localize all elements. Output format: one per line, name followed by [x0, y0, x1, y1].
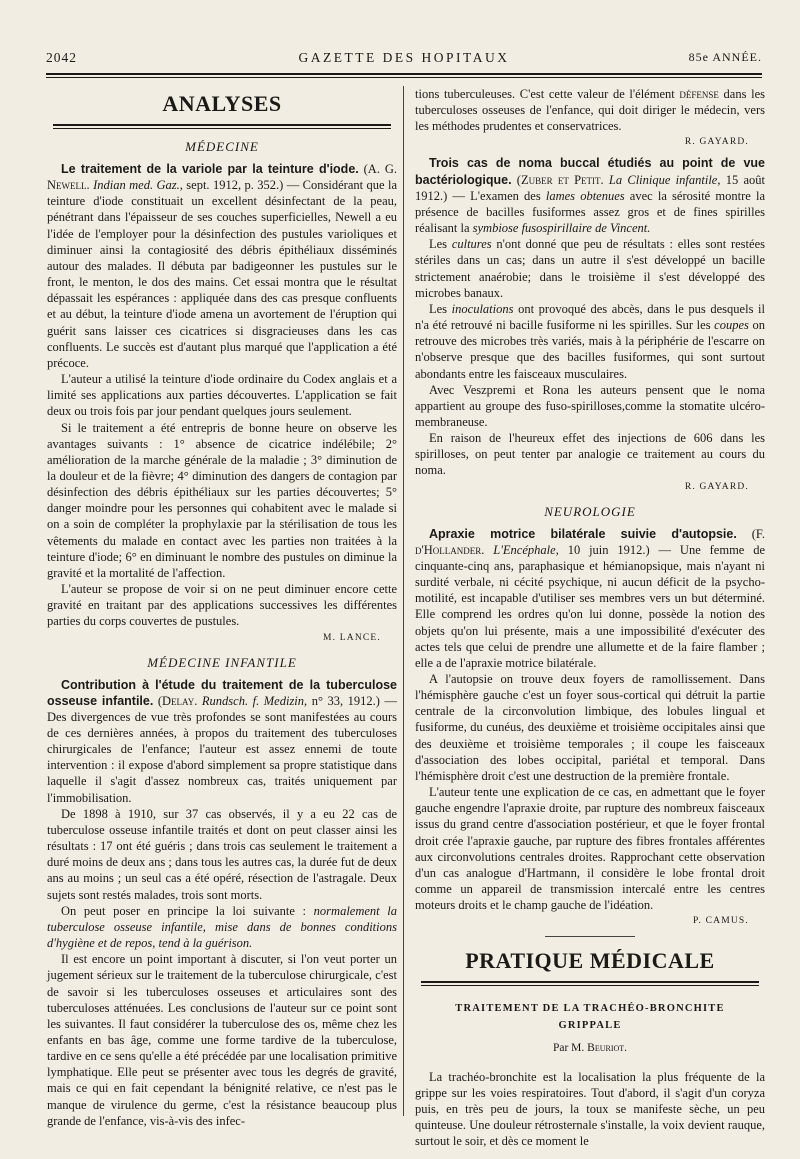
- article-text: avec la sérosité montre la présence de bacilles fusiformes assez gros et de fines spirilles réalisant la: [415, 188, 765, 236]
- article-tuberculose-intro: [47, 677, 397, 806]
- article-title: Apraxie motrice bilatérale suivie d'autopsie.: [429, 526, 737, 541]
- article-noma-intro: [415, 155, 765, 236]
- article-emphasis: coupes: [714, 318, 749, 333]
- byline: [415, 1040, 765, 1056]
- article-emphasis: cultures: [451, 237, 492, 252]
- article-smallcaps: défense: [679, 87, 719, 101]
- section-title-analyses: ANALYSES: [162, 91, 282, 116]
- article-title: Le traitement de la variole par la teinture d'iode.: [61, 162, 359, 176]
- header-rule-thin: [46, 77, 762, 78]
- article-ref: (: [511, 172, 521, 187]
- column-divider: [403, 86, 404, 1116]
- article-ref: [484, 543, 493, 557]
- article-text: ont provoqué des abcès, dans le pus desquels il n'a été retrouvé ni bacille fusiforme ni les spirilles. Sur les: [415, 301, 765, 333]
- title-rule-thin: [421, 985, 759, 986]
- title-rule-thin: [53, 128, 391, 129]
- article-text: , sept. 1912, p. 352.) — Considérant que la teinture d'iode constituait un excellent désinfectant de la peau, pénétrant dans l'épaisseur de ses couches superficielles, Newell a eu l'idée de l'employer pour la désinfection des pustules varioliques et diminuer ainsi la contagiosité des débris épithéliaux disséminés autour des malades. Il débuta par badigeonner les pustules sur le front, le menton, le dos des mains. Cet essai montra que le résultat dépassait les espérances : appliquée dans des cas presque confluents et au début, la teinture d'iode amena un avortement de l'éruption qui guérit sans laisser ces cicatrices si disgracieuses dans les cas confluents. Le succès est d'autant plus marqué que l'application a été précoce.: [47, 178, 397, 370]
- article-paragraph: Il est encore un point important à discuter, si l'on veut porter un jugement sérieux sur le traitement de la tuberculose chirurgicale, c'est de savoir si les tuberculoses osseuses et articulaires sont des tuberculoses atténuées. Les conclusions de l'auteur sur ce point sont les suivantes. Il faut considérer la tuberculose des os, même chez les enfants en bas âge, comme une forme tardive de la tuberculose, tardive en ce sens qu'elle a été précédée par une localisation primitive lymphatique. Elle peut se présenter avec tous les degrés de gravité, mais ce qui en fait cependant la bénignité relative, ce n'est pas le manque de virulence du germe, c'est la résistance beaucoup plus grande de l'enfance, vis-à-vis des infec-: [47, 952, 397, 1128]
- section-separator: [545, 936, 635, 937]
- signature: R. GAYARD.: [684, 137, 749, 148]
- article-paragraph: [47, 903, 397, 951]
- article-author: Zuber et Petit.: [520, 172, 604, 187]
- article-paragraph: Avec Veszpremi et Rona les auteurs pensent que le noma appartient au groupe des fuso-spirilloses,comme la stomatite ulcéro-membraneuse.: [415, 382, 765, 429]
- journal-year: 85e ANNÉE.: [688, 50, 762, 64]
- article-title: Contribution à l'étude du traitement de la tuberculose osseuse infantile.: [47, 677, 397, 708]
- byline-author: Beuriot.: [587, 1042, 628, 1055]
- article-heading-line: GRIPPALE: [558, 1020, 622, 1032]
- page-header: [46, 50, 762, 70]
- article-text: n'ont donné que peu de résultats : elles sont restées stériles dans un cas; dans un autre il s'est développé un bacille strictement anaérobie; dans le troisième il s'est développé des microbes banaux.: [415, 237, 765, 300]
- article-author: Delay.: [162, 693, 198, 708]
- title-rule: [53, 124, 391, 126]
- article-continuation: [415, 86, 765, 134]
- article-journal: Indian med. Gaz.: [93, 178, 180, 193]
- article-text: , 10 juin 1912.) — Une femme de cinquante-cinq ans, paraphasique et hémianopsique, mais n'ayant ni surdité verbale, ni cécité psychique, ni aucun déficit de la psycho-motilité, est incapable d'utiliser ses membres vers un but déterminé. Elle comprend les ordres qu'on lui donne, possède la notion des objets qu'on lui présente, mais a une impossibilité d'exécuter des actes tels que celui de prendre une allumette et de la faire flamber ; elle a de l'apraxie motrice bilatérale.: [415, 542, 766, 670]
- right-column: [415, 86, 765, 1149]
- article-journal: Rundsch. f. Medizin: [201, 693, 305, 708]
- subsection-medecine-infantile: MÉDECINE INFANTILE: [147, 654, 297, 670]
- article-paragraph: A l'autopsie on trouve deux foyers de ramollissement. Dans l'hémisphère gauche c'est un foyer sous-cortical qui détruit la partie centrale de la circonvolution limbique, des lobules lingual et fusiforme, du cunéus, des deuxième et troisième occipitales ainsi que des deuxième et troisième temporales ; il coupe les faisceaux d'association des lobes occipital, pariétal et temporal. Dans l'hémisphère droit c'est une destruction de la première frontale.: [415, 672, 765, 783]
- page-number: 2042: [46, 50, 77, 65]
- article-text: , 15 août 1912.) — L'examen des: [415, 172, 765, 203]
- article-paragraph: La trachéo-bronchite est la localisation la plus fréquente de la grippe sur les voies respiratoires. Tout d'abord, il s'agit d'un coryza puis, en très peu de jours, la toux se manifeste sèche, un peu quinteuse. Une douleur rétrosternale s'installe, la voix devient rauque, surtout le soir, et dès ce moment le: [415, 1069, 765, 1149]
- title-rule: [421, 981, 759, 983]
- article-ref: (: [153, 693, 163, 708]
- article-paragraph: De 1898 à 1910, sur 37 cas observés, il y a eu 22 cas de tuberculose osseuse infantile traités et dont on peut classer ainsi les résultats : 17 ont été guéris ; dans trois cas seulement le traitement a duré moins de deux ans ; dans tous les autres cas, la durée fut de deux ans au moins ; un seul cas a été opéré, résection de l'astragale. Deux sujets sont restés malades, trois sont morts.: [47, 806, 397, 902]
- article-heading: [415, 1000, 765, 1034]
- article-paragraph: En raison de l'heureux effet des injections de 606 dans les spirilloses, on peut tenter par analogie ce traitement au cours du noma.: [415, 431, 765, 478]
- article-text: , n° 33, 1912.) — Des divergences de vue très profondes se sont manifestées au cours de ces dernières années, à propos du traitement des tuberculoses chirurgicales de l'enfance; l'auteur est assez ennemi de toute intervention : il expose d'abord simplement sa propre statistique dans laquelle il s'agit d'assez nombreux cas, traités uniquement par l'immobilisation.: [47, 693, 397, 805]
- article-journal: La Clinique infantile: [608, 172, 718, 187]
- article-paragraph: [415, 236, 765, 301]
- article-heading-line: TRAITEMENT DE LA TRACHÉO-BRONCHITE: [455, 1003, 725, 1015]
- article-emphasis: symbiose fusospirillaire de Vincent.: [472, 221, 651, 236]
- signature: R. GAYARD.: [684, 481, 749, 492]
- section-title-pratique-medicale: PRATIQUE MÉDICALE: [465, 948, 715, 974]
- subsection-medecine: MÉDECINE: [185, 139, 259, 154]
- article-variole-intro: [47, 161, 397, 371]
- journal-title: GAZETTE DES HOPITAUX: [298, 50, 510, 65]
- article-apraxie-intro: [415, 526, 765, 671]
- article-emphasis: normalement la tuberculose osseuse infantile, mise dans de bonnes conditions d'hygiène et de repos, tend à la guérison.: [47, 903, 397, 951]
- signature: P. CAMUS.: [693, 916, 749, 927]
- article-title: Trois cas de noma buccal étudiés au point de vue bactériologique.: [415, 156, 765, 187]
- article-ref: (F.: [736, 526, 765, 541]
- article-text: Les: [429, 301, 452, 316]
- article-paragraph: Si le traitement a été entrepris de bonne heure on observe les avantages suivants : 1° absence de cicatrice indélébile; 2° amélioration de la marche générale de la maladie ; 3° diminution de la douleur et de la fièvre; 4° diminution des dangers de contagion par désinfection des débris épithéliaux sur les parties découvertes; 5° danger moindre pour les personnes qui cohabitent avec le malade si on a soin de compléter la prophylaxie par la stérilisation de tous les vêtements du malade en contact avec les parties non traitées à la teinture d'iode; 6° en diminuant le nombre des pustules on diminue la gravité et la mortalité de l'affection.: [47, 420, 397, 580]
- article-ref: (A. G.: [358, 162, 398, 176]
- article-paragraph: L'auteur se propose de voir si on ne peut diminuer encore cette gravité en traitant par des applications successives les différentes parties du corps couvertes de pustules.: [47, 582, 397, 629]
- article-author: d'Hollander.: [415, 542, 485, 557]
- article-paragraph: L'auteur a utilisé la teinture d'iode ordinaire du Codex anglais et a limité ses applications aux parties découvertes. L'application se fait deux ou trois fois par jour pendant quelques jours seulement.: [47, 372, 397, 419]
- article-text: tions tuberculeuses. C'est cette valeur de l'élément: [415, 87, 680, 101]
- article-text: On peut poser en principe la loi suivante :: [61, 903, 314, 918]
- header-rule: [46, 73, 762, 75]
- byline-prefix: Par M.: [552, 1042, 588, 1055]
- article-paragraph: [415, 301, 765, 382]
- subsection-neurologie: NEUROLOGIE: [544, 503, 636, 519]
- article-emphasis: inoculations: [451, 301, 514, 316]
- article-emphasis: lames obtenues: [545, 188, 625, 203]
- article-text: dans les tuberculoses osseuses de l'enfance, qui doit diriger le médecin, vers les méthodes prudentes et conservatrices.: [415, 87, 765, 134]
- article-journal: L'Encéphale: [493, 542, 556, 557]
- signature: M. LANCE.: [322, 632, 381, 643]
- article-text: on retrouve des microbes très variés, mais à la périphérie de l'escarre on n'observe presque que des bacilles fusiformes, qui sont surtout abondants entre les faisceaux musculaires.: [415, 318, 765, 381]
- left-column: [47, 86, 397, 1129]
- article-author: Newell.: [47, 178, 90, 193]
- article-text: Les: [429, 237, 452, 252]
- article-paragraph: L'auteur tente une explication de ce cas, en admettant que le foyer gauche engendre l'apraxie droite, par rupture des nombreux faisceaux issus du grand centre d'association postérieur, et que le foyer frontal droit crée l'apraxie gauche, par rupture des fibres frontales afférentes aux circonvolutions centrales droites. Rapprochant cette observation d'un cas analogue d'Hartmann, il considère le lobe frontal droit comme un appareil de transmission intercalé entre les centres moteurs droits et le champ gauche de l'idéation.: [415, 785, 765, 913]
